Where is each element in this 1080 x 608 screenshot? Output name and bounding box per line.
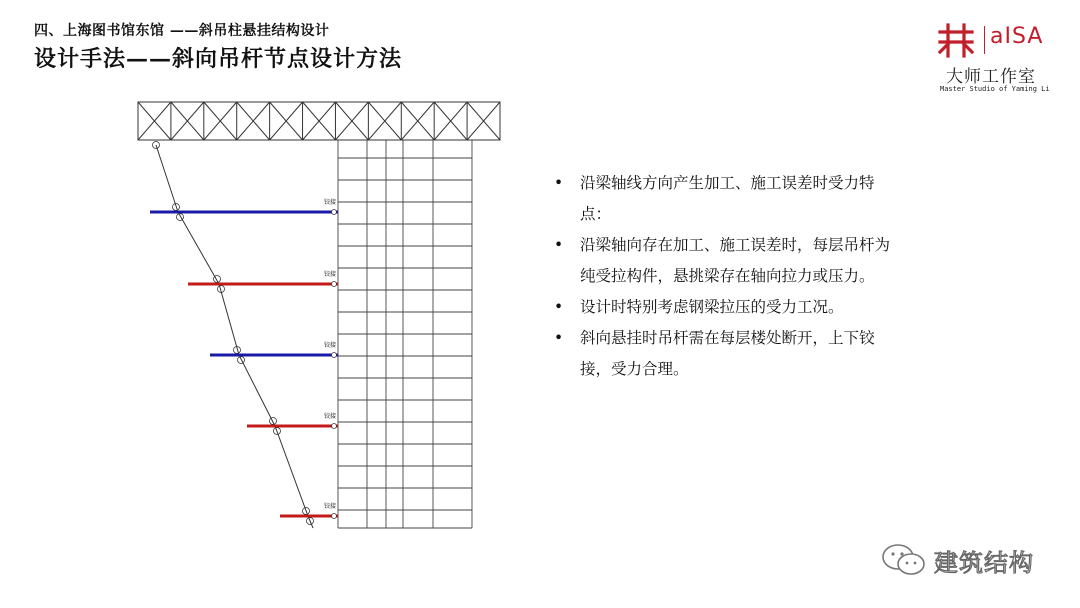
node-label: 铰接	[323, 413, 337, 420]
list-item: • 斜向悬挂时吊杆需在每层楼处断开，上下铰接，受力合理。	[552, 323, 902, 385]
page-title: 设计手法——斜向吊杆节点设计方法	[34, 46, 403, 72]
logo-studio-name: 大师工作室	[946, 67, 1036, 87]
core-grid	[338, 140, 472, 528]
node-label: 铰接	[323, 342, 337, 349]
list-item: • 沿梁轴线方向产生加工、施工误差时受力特点：	[552, 168, 902, 230]
logo-brand: aISA	[990, 24, 1044, 49]
hanger-segment	[178, 212, 219, 284]
watermark-text: 建筑结构	[934, 548, 1034, 577]
inclined-hanger	[156, 145, 313, 528]
hinge-node	[332, 353, 337, 358]
top-truss	[138, 102, 500, 140]
studio-logo	[934, 22, 1060, 100]
logo-mark-icon	[936, 22, 976, 58]
logo-studio-name-en: Master Studio of Yaming Li	[940, 85, 1050, 93]
hanger-segment	[239, 355, 275, 426]
list-item: • 沿梁轴向存在加工、施工误差时，每层吊杆为纯受拉构件，悬挑梁存在轴向拉力或压力。	[552, 230, 902, 292]
hinge-nodes	[153, 142, 337, 525]
list-item: • 设计时特别考虑钢梁拉压的受力工况。	[552, 292, 902, 323]
node-label: 铰接	[323, 199, 337, 206]
hanger-segment	[156, 145, 178, 212]
hinge-node	[332, 424, 337, 429]
bullet-list	[552, 168, 902, 385]
hinge-node	[332, 514, 337, 519]
watermark	[880, 540, 1034, 580]
section-subtitle: 四、上海图书馆东馆 ——斜吊柱悬挂结构设计	[34, 23, 330, 39]
node-label: 铰接	[323, 271, 337, 278]
hinge-node	[332, 210, 337, 215]
node-label: 铰接	[323, 503, 337, 510]
hinge-node	[332, 282, 337, 287]
wechat-icon	[880, 542, 928, 578]
hanger-segment	[275, 426, 308, 516]
hanger-node-diagram	[130, 95, 510, 535]
hanger-segment	[219, 284, 239, 355]
logo-separator	[984, 26, 985, 54]
